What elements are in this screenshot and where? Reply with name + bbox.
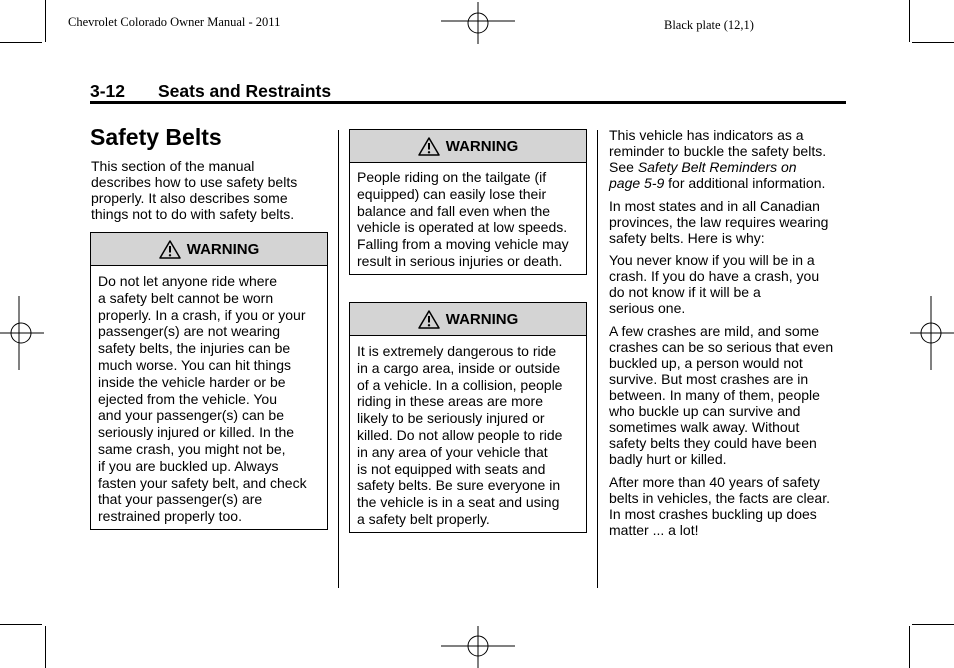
warning-header bbox=[350, 303, 586, 336]
page-title: Safety Belts bbox=[90, 124, 222, 150]
warning-header bbox=[91, 233, 327, 266]
reminder-text: This vehicle has indicators as a reminder to buckle the safety belts. See bbox=[609, 127, 827, 175]
manual-title: Chevrolet Colorado Owner Manual - 2011 bbox=[68, 15, 281, 29]
warning-box bbox=[349, 129, 587, 275]
warning-label: WARNING bbox=[186, 240, 260, 258]
registration-target-icon bbox=[441, 2, 515, 44]
crop-mark bbox=[0, 624, 42, 625]
warning-text: People riding on the tailgate (if equipped) can easily lose their balance and fall even when the vehicle is operated at low speeds. Falling from a moving vehicle may result in serious injuries or death. bbox=[357, 169, 569, 269]
section-header bbox=[90, 81, 846, 104]
warning-header bbox=[350, 130, 586, 163]
warning-label: WARNING bbox=[445, 310, 519, 328]
warning-triangle-icon bbox=[418, 310, 440, 329]
warning-text: It is extremely dangerous to ride in a cargo area, inside or outside of a vehicle. In a collision, people riding in these areas are more likely to be seriously injured or killed. Do not allow people to ride in any area of your vehicle that is not equipped with seats and safety belts. Be sure everyone in the vehicle is in a seat and using a safety belt properly. bbox=[357, 343, 563, 527]
reminder-paragraph bbox=[609, 127, 849, 191]
warning-label: WARNING bbox=[445, 137, 519, 155]
registration-target-icon bbox=[910, 296, 954, 370]
registration-target-icon bbox=[441, 626, 515, 668]
law-paragraph: In most states and in all Canadian provinces, the law requires wearing safety belts. Here is why: bbox=[609, 198, 829, 246]
crop-mark bbox=[45, 626, 46, 668]
column-divider bbox=[597, 130, 598, 588]
reminder-text-end: for additional information. bbox=[664, 175, 826, 191]
crop-mark bbox=[45, 0, 46, 42]
intro-paragraph: This section of the manual describes how to use safety belts properly. It also describes some things not to do with safety belts. bbox=[91, 158, 298, 222]
warning-box bbox=[349, 302, 587, 533]
facts-paragraph: After more than 40 years of safety belts in vehicles, the facts are clear. In most crashes buckling up does matter ... a lot! bbox=[609, 474, 830, 538]
warning-triangle-icon bbox=[159, 240, 181, 259]
severity-paragraph: A few crashes are mild, and some crashes can be so serious that even buckled up, a person would not survive. But most crashes are in between. In many of them, people who buckle up can survive and sometimes walk away. Without safety belts they could have been badly hurt or killed. bbox=[609, 323, 834, 467]
warning-triangle-icon bbox=[418, 137, 440, 156]
warning-text: Do not let anyone ride where a safety belt cannot be worn properly. In a crash, if you or your passenger(s) are not wearing safety belts, the injuries can be much worse. You can hit things inside the vehicle harder or be ejected from the vehicle. You and your passenger(s) can be seriously injured or killed. In the same crash, you might not be, if you are buckled up. Always fasten your safety belt, and check that your passenger(s) are restrained properly too. bbox=[98, 273, 307, 525]
crop-mark bbox=[912, 42, 954, 43]
crop-mark bbox=[912, 624, 954, 625]
column-divider bbox=[338, 130, 339, 588]
crop-mark bbox=[909, 626, 910, 668]
page-number: 3-12 bbox=[90, 81, 126, 101]
registration-target-icon bbox=[0, 296, 44, 370]
warning-box bbox=[90, 232, 328, 530]
cross-reference-link[interactable]: Safety Belt Reminders on page 5-9 bbox=[609, 159, 797, 191]
crop-mark bbox=[909, 0, 910, 42]
crop-mark bbox=[0, 42, 42, 43]
plate-label: Black plate (12,1) bbox=[664, 18, 754, 32]
section-name: Seats and Restraints bbox=[158, 81, 332, 101]
crash-paragraph: You never know if you will be in a crash. If you do have a crash, you do not know if it will be a serious one. bbox=[609, 252, 820, 316]
